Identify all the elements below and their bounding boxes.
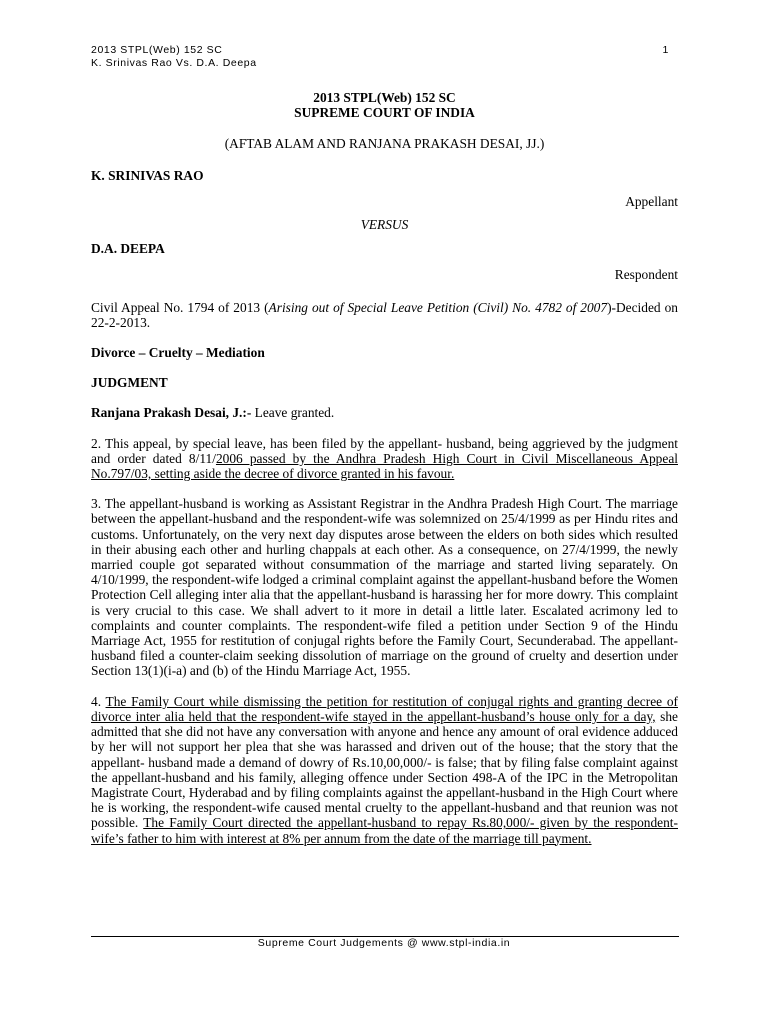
appellant-label: Appellant <box>625 193 678 209</box>
subject-line: Divorce – Cruelty – Mediation <box>91 345 265 361</box>
paragraph-4 <box>91 694 678 846</box>
paragraph-1 <box>91 405 678 420</box>
slp-reference: Arising out of Special Leave Petition (Civil) No. 4782 of 2007 <box>268 299 608 315</box>
judgment-heading: JUDGMENT <box>91 375 168 391</box>
running-header <box>91 44 669 70</box>
paragraph-4-underlined-1: The Family Court while dismissing the petition for restitution of conjugal rights and granting decree of divorce inter alia held that the respondent-wife stayed in the appellant-husband’s house only for a day, <box>91 693 678 724</box>
paragraph-4-underlined-2: The Family Court directed the appellant-husband to repay Rs.80,000/- given by the respondent-wife’s father to him with interest at 8% per annum from the date of the marriage till payment. <box>91 815 678 846</box>
paragraph-2-text: 2. This appeal, by special leave, has been filed by the appellant- husband, being aggrieved by the judgment and order dated 8/11/ <box>91 435 678 466</box>
appellant-name: K. SRINIVAS RAO <box>91 167 204 183</box>
header-citation: 2013 STPL(Web) 152 SC <box>91 44 223 56</box>
versus-label: VERSUS <box>360 217 409 233</box>
court-name: SUPREME COURT OF INDIA <box>294 105 475 121</box>
citation-title: 2013 STPL(Web) 152 SC <box>313 90 456 105</box>
paragraph-4-number: 4. <box>91 693 106 709</box>
respondent-label: Respondent <box>614 267 678 283</box>
footer-text: Supreme Court Judgements @ www.stpl-india.in <box>257 937 511 949</box>
paragraph-4-text: she admitted that she did not have any conversation with anyone and hence any amount of oral evidence adduced by her will not support her plea that she was harassed and driven out of the house; that the story that the appellant- husband made a demand of dowry of Rs.10,00,000/- is false; that by filing false complaint against the appellant-husband and his family, alleging offence under Section 498-A of the IPC in the Metropolitan Magistrate Court, Hyderabad and by filing complaints against the appellant-husband in the High Court where he is working, the respondent-wife caused mental cruelty to the appellant-husband and that reunion was not possible. <box>91 708 678 831</box>
document-body <box>91 90 678 846</box>
bench-judges: (AFTAB ALAM AND RANJANA PRAKASH DESAI, JJ.) <box>224 136 545 152</box>
case-details <box>91 300 678 330</box>
paragraph-2 <box>91 436 678 482</box>
page-number: 1 <box>662 44 669 56</box>
respondent-name: D.A. DEEPA <box>91 241 165 257</box>
paragraph-1-text: Leave granted. <box>251 405 335 421</box>
decided-date: )-Decided on 22-2-2013. <box>91 299 678 330</box>
paragraph-3: 3. The appellant-husband is working as Assistant Registrar in the Andhra Pradesh High Court. The marriage between the appellant-husband and the respondent-wife was solemnized on 25/4/1999 as per Hindu rites and customs. Unfortunately, on the very next day disputes arose between the elders on both sides which resulted in their abusing each other and hurling chappals at each other. As a consequence, on 27/4/1999, the newly married couple got separated without consummation of the marriage and started living separately. On 4/10/1999, the respondent-wife lodged a criminal complaint against the appellant-husband before the Women Protection Cell alleging inter alia that the appellant-husband is harassing her for more dowry. This complaint is very crucial to this case. We shall advert to it more in detail a little later. Escalated acrimony led to complaints and counter complaints. The respondent-wife filed a petition under Section 9 of the Hindu Marriage Act, 1955 for restitution of conjugal rights before the Family Court, Secunderabad. The appellant-husband filed a counter-claim seeking dissolution of marriage on the ground of cruelty and desertion under Section 13(1)(i-a) and (b) of the Hindu Marriage Act, 1955. <box>91 496 678 679</box>
paragraph-2-underlined: 2006 passed by the Andhra Pradesh High Court in Civil Miscellaneous Appeal No.797/03, setting aside the decree of divorce granted in his favour. <box>91 450 678 482</box>
header-case-name: K. Srinivas Rao Vs. D.A. Deepa <box>91 57 257 69</box>
judge-author: Ranjana Prakash Desai, J.:- <box>91 405 252 421</box>
civil-appeal-number: Civil Appeal No. 1794 of 2013 ( <box>91 299 269 315</box>
